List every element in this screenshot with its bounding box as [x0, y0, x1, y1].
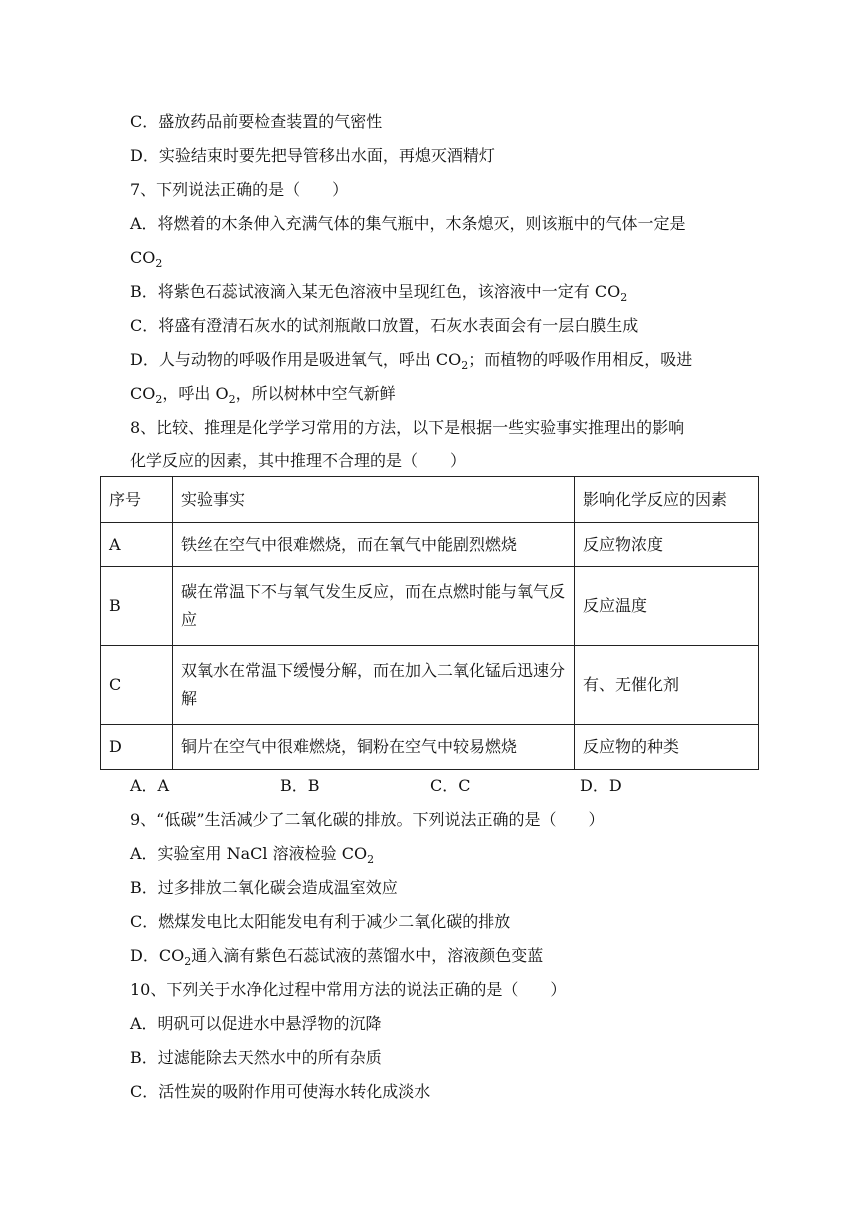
q9-option-b: B．过多排放二氧化碳会造成温室效应	[130, 878, 398, 897]
text: B．将紫色石蕊试液滴入某无色溶液中呈现红色，该溶液中一定有 CO	[130, 282, 621, 301]
table-row	[101, 523, 759, 567]
table-row	[101, 567, 759, 646]
text: CO	[130, 248, 156, 267]
table-header-cell: 序号	[101, 477, 173, 523]
subscript: 2	[367, 853, 375, 866]
table-row	[101, 725, 759, 770]
q7-option-d-line1	[130, 350, 692, 372]
text: CO	[130, 384, 156, 403]
q7-option-d-line2	[130, 384, 396, 406]
q9-stem: 9、“低碳”生活减少了二氧化碳的排放。下列说法正确的是（ ）	[130, 810, 605, 829]
q8-stem-line1: 8、比较、推理是化学学习常用的方法，以下是根据一些实验事实推理出的影响	[130, 418, 685, 437]
table-cell: A	[101, 523, 173, 567]
table-header-row	[101, 477, 759, 523]
table-cell: C	[101, 646, 173, 725]
table-cell: 碳在常温下不与氧气发生反应，而在点燃时能与氧气反应	[173, 567, 575, 646]
table-cell: 反应物的种类	[575, 725, 759, 770]
q7-option-a-line2	[130, 248, 162, 270]
table-cell: 反应温度	[575, 567, 759, 646]
q9-option-d	[130, 946, 543, 968]
text: ；而植物的呼吸作用相反，吸进	[468, 350, 693, 369]
text: ，所以树林中空气新鲜	[235, 384, 396, 403]
q10-stem: 10、下列关于水净化过程中常用方法的说法正确的是（ ）	[130, 980, 567, 999]
table-header-cell: 影响化学反应的因素	[575, 477, 759, 523]
q10-option-c: C．活性炭的吸附作用可使海水转化成淡水	[130, 1082, 431, 1101]
q8-option-c: C．C	[430, 776, 471, 795]
text: D．人与动物的呼吸作用是吸进氧气，呼出 CO	[130, 350, 462, 369]
q8-stem-line2: 化学反应的因素，其中推理不合理的是（ ）	[130, 451, 467, 470]
table-cell: 反应物浓度	[575, 523, 759, 567]
q7-stem: 7、下列说法正确的是（ ）	[130, 180, 349, 199]
subscript: 2	[155, 393, 163, 406]
q10-option-b: B．过滤能除去天然水中的所有杂质	[130, 1048, 382, 1067]
q10-option-a: A．明矾可以促进水中悬浮物的沉降	[130, 1014, 382, 1033]
q8-table	[100, 476, 759, 770]
table-cell: 双氧水在常温下缓慢分解，而在加入二氧化锰后迅速分解	[173, 646, 575, 725]
subscript: 2	[620, 291, 628, 304]
table-cell: B	[101, 567, 173, 646]
table-row	[101, 646, 759, 725]
text: A．实验室用 NaCl 溶液检验 CO	[130, 844, 368, 863]
q6-option-d: D．实验结束时要先把导管移出水面，再熄灭酒精灯	[130, 146, 495, 165]
subscript: 2	[155, 257, 163, 270]
q7-option-a-line1: A．将燃着的木条伸入充满气体的集气瓶中，木条熄灭，则该瓶中的气体一定是	[130, 214, 686, 233]
table-header-cell: 实验事实	[173, 477, 575, 523]
text: D．CO	[130, 946, 185, 965]
q8-option-b: B．B	[280, 776, 320, 795]
q6-option-c: C．盛放药品前要检查装置的气密性	[130, 112, 383, 131]
text: ，呼出 O	[162, 384, 229, 403]
table-cell: 铜片在空气中很难燃烧，铜粉在空气中较易燃烧	[173, 725, 575, 770]
text: 通入滴有紫色石蕊试液的蒸馏水中，溶液颜色变蓝	[191, 946, 544, 965]
q8-option-d: D．D	[580, 776, 622, 795]
q8-option-a: A．A	[130, 776, 170, 795]
subscript: 2	[184, 955, 192, 968]
q7-option-b	[130, 282, 627, 304]
table-cell: 铁丝在空气中很难燃烧，而在氧气中能剧烈燃烧	[173, 523, 575, 567]
subscript: 2	[461, 359, 469, 372]
table-cell: 有、无催化剂	[575, 646, 759, 725]
q9-option-a	[130, 844, 374, 866]
q7-option-c: C．将盛有澄清石灰水的试剂瓶敞口放置，石灰水表面会有一层白膜生成	[130, 316, 639, 335]
q9-option-c: C．燃煤发电比太阳能发电有利于减少二氧化碳的排放	[130, 912, 511, 931]
table-cell: D	[101, 725, 173, 770]
subscript: 2	[228, 393, 236, 406]
